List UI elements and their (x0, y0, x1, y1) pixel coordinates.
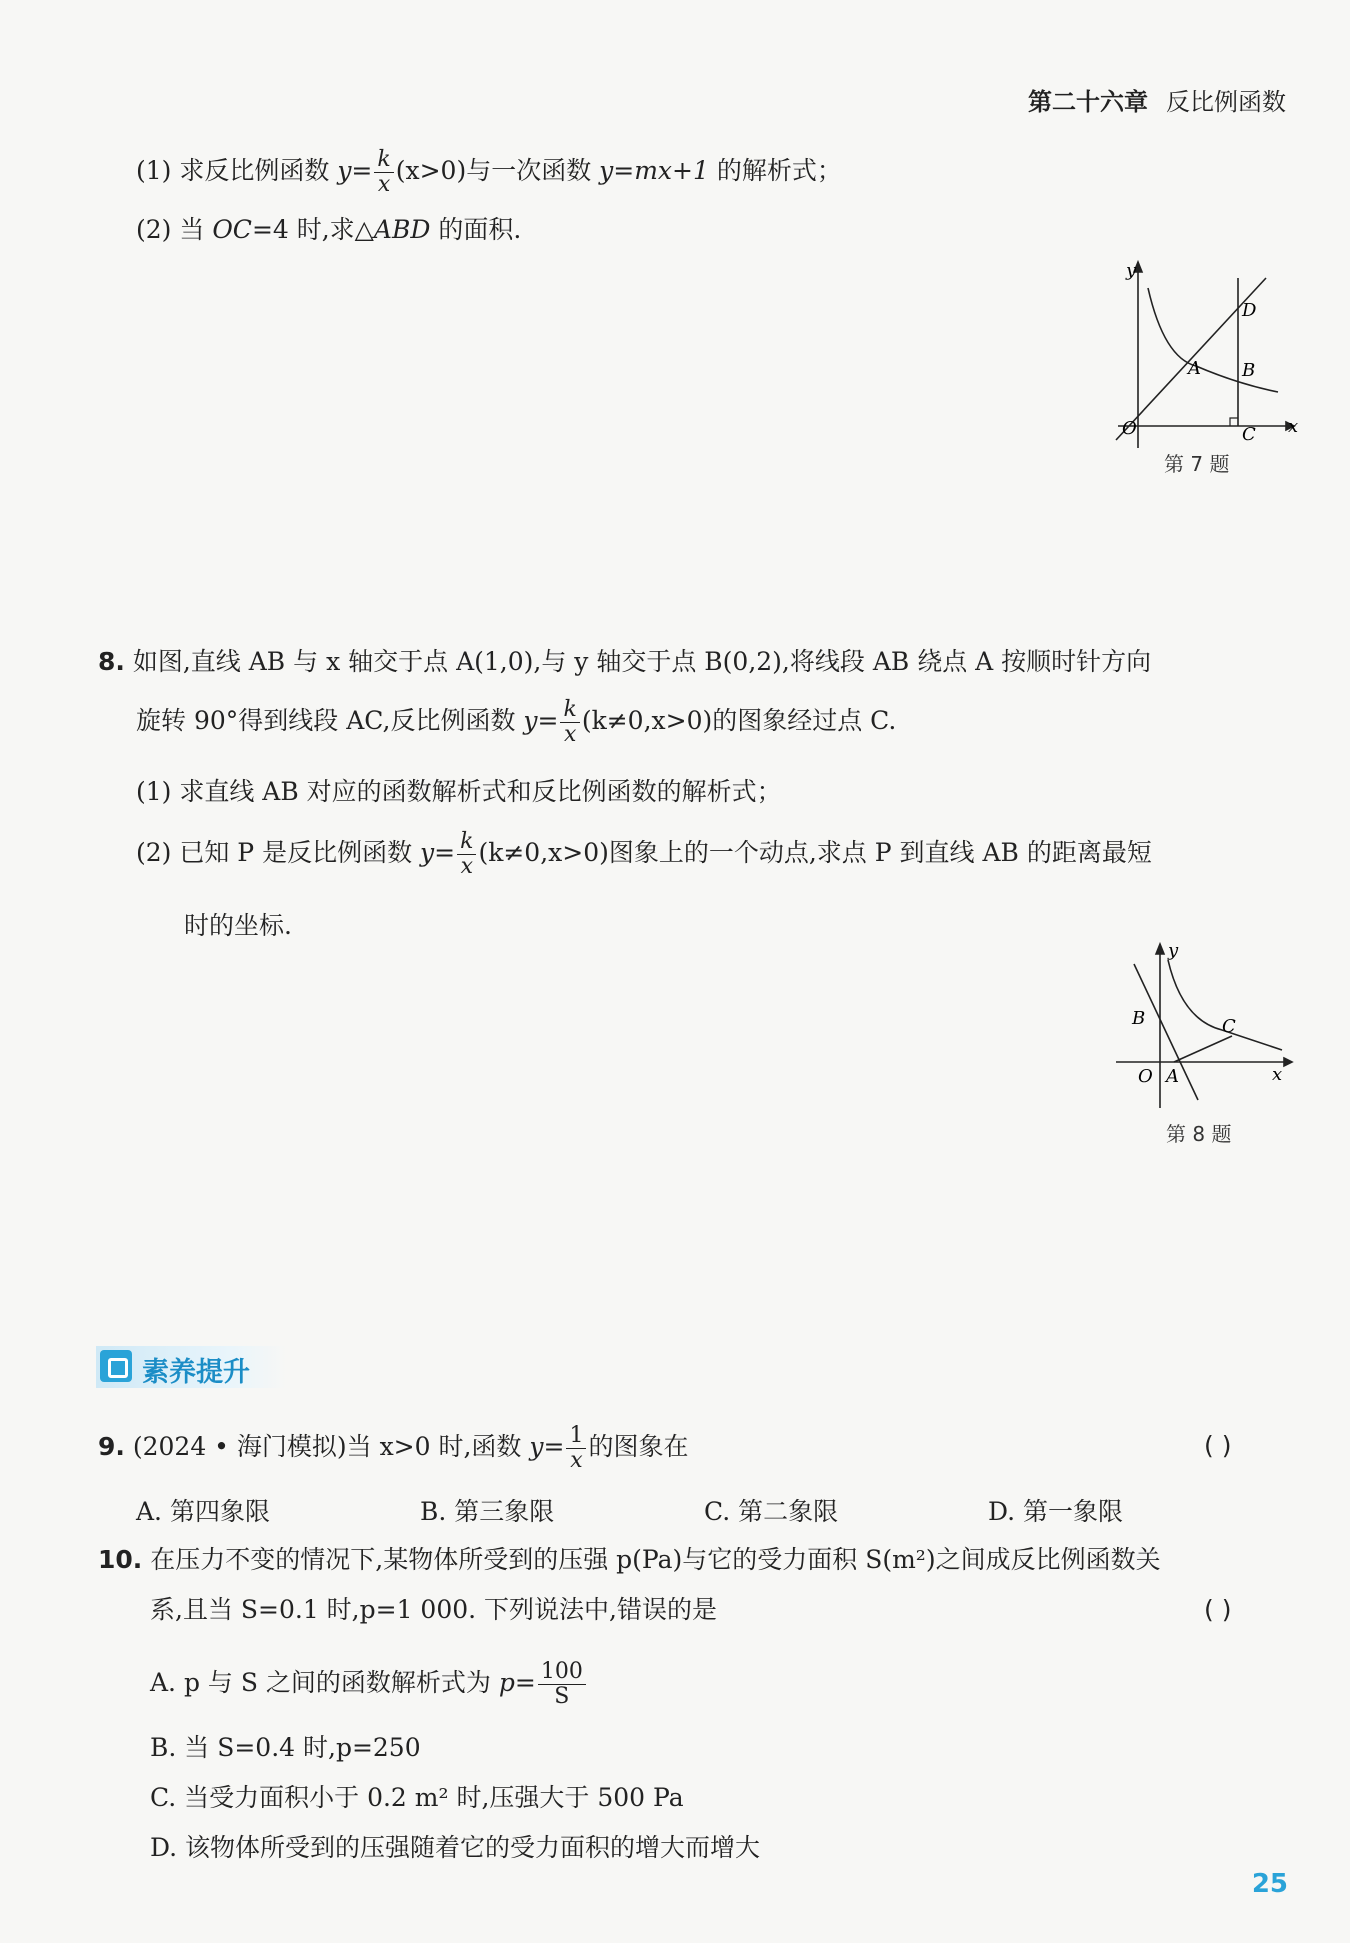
section-label: 素养提升 (142, 1357, 250, 1388)
q8-frac-num: k (560, 698, 579, 723)
q9-pre: (2024 • 海门模拟)当 x>0 时,函数 (132, 1432, 530, 1461)
q7-right-angle (1230, 418, 1238, 426)
q9-option-b: B. 第三象限 (420, 1497, 555, 1526)
q9-post: 的图象在 (588, 1432, 689, 1461)
q10-opta-num: 100 (538, 1660, 586, 1685)
q7-label-o: O (1122, 418, 1137, 439)
q9-option-c: C. 第二象限 (704, 1497, 839, 1526)
q8-label-x: x (1272, 1064, 1283, 1085)
q7-p2-mid: =4 时,求△ (251, 215, 374, 244)
q9-stem (98, 1424, 688, 1473)
q7-hyperbola (1148, 288, 1278, 392)
q7-p2-pre: (2) 当 (136, 215, 213, 244)
q10-option-d: D. 该物体所受到的压强随着它的受力面积的增大而增大 (150, 1833, 761, 1862)
q8-segment-ac (1174, 1036, 1232, 1062)
q10-line2: 系,且当 S=0.1 时,p=1 000. 下列说法中,错误的是 (150, 1595, 717, 1624)
q7-p1-cond: (x>0) (395, 156, 467, 185)
q9-option-a: A. 第四象限 (136, 1497, 270, 1526)
q8-p2-frac-den: x (460, 854, 473, 879)
q7-p1-expr: y=mx+1 (599, 156, 709, 185)
q8-yeq: y= (523, 706, 559, 735)
q8-fraction (560, 698, 579, 747)
q8-p2-fraction (457, 830, 476, 879)
q7-frac-den: x (377, 172, 391, 197)
q8-label-a: A (1166, 1066, 1179, 1087)
q8-label-b: B (1132, 1008, 1146, 1029)
q8-label-o: O (1138, 1066, 1153, 1087)
q8-y-arrow (1156, 944, 1164, 954)
q8-part2 (136, 830, 1152, 879)
q7-p2-tail: 的面积. (430, 215, 522, 244)
q10-opta-peq: p= (498, 1668, 536, 1697)
q7-p2-abd: ABD (373, 215, 431, 244)
q7-label-a: A (1188, 358, 1201, 379)
q7-label-x: x (1288, 416, 1299, 437)
q8-line2-pre: 旋转 90°得到线段 AC,反比例函数 (136, 706, 524, 735)
chapter-label: 第二十六章 (1028, 88, 1148, 116)
page-number: 25 (1251, 1869, 1288, 1899)
q9-option-d: D. 第一象限 (988, 1497, 1124, 1526)
q7-p1-pre: (1) 求反比例函数 (136, 156, 338, 185)
q8-part2-line2: 时的坐标. (184, 911, 292, 940)
section-header (96, 1346, 286, 1388)
q7-fraction (374, 148, 393, 197)
q8-line2 (136, 698, 896, 747)
q7-p1-post: 与一次函数 (466, 156, 600, 185)
q10-opta-den: S (554, 1684, 570, 1709)
q8-line2-post: (k≠0,x>0)的图象经过点 C. (581, 706, 897, 735)
q9-frac-num: 1 (566, 1424, 586, 1449)
q10-line1-text: 在压力不变的情况下,某物体所受到的压强 p(Pa)与它的受力面积 S(m²)之间成反比例函数关 (150, 1545, 1161, 1574)
q7-frac-num: k (374, 148, 393, 173)
section-icon (100, 1350, 132, 1382)
q7-label-y: y (1126, 260, 1137, 281)
q10-option-a (150, 1660, 588, 1709)
q7-figure (1108, 258, 1304, 448)
q7-label-d: D (1242, 300, 1257, 321)
q8-caption: 第 8 题 (1166, 1122, 1232, 1146)
q7-caption: 第 7 题 (1164, 452, 1230, 476)
q9-frac-den: x (570, 1448, 583, 1473)
q10-answer-bracket[interactable]: ( ) (1204, 1595, 1232, 1624)
q10-option-c: C. 当受力面积小于 0.2 m² 时,压强大于 500 Pa (150, 1783, 684, 1812)
q7-part2 (136, 214, 521, 246)
chapter-title: 反比例函数 (1166, 88, 1286, 116)
q8-label-c: C (1222, 1016, 1236, 1037)
q8-p2-yeq: y= (420, 838, 456, 867)
q8-frac-den: x (563, 722, 577, 747)
q8-line1-text: 如图,直线 AB 与 x 轴交于点 A(1,0),与 y 轴交于点 B(0,2),将线段 AB 绕点 A 按顺时针方向 (132, 647, 1152, 676)
q8-figure (1112, 940, 1298, 1112)
q7-p1-yeq: y= (337, 156, 373, 185)
q9-yeq: y= (529, 1432, 565, 1461)
q10-opta-fraction (538, 1660, 586, 1709)
q7-p2-oc: OC (212, 215, 252, 244)
q10-option-b: B. 当 S=0.4 时,p=250 (150, 1733, 421, 1762)
q10-number: 10. (98, 1545, 143, 1574)
q8-part1: (1) 求直线 AB 对应的函数解析式和反比例函数的解析式； (136, 777, 782, 806)
q8-number: 8. (98, 647, 125, 676)
q8-p2-frac-num: k (457, 830, 476, 855)
q9-fraction (566, 1424, 586, 1473)
q7-part1 (136, 148, 842, 197)
q7-label-b: B (1242, 360, 1256, 381)
q8-p2-pre: (2) 已知 P 是反比例函数 (136, 838, 421, 867)
q8-label-y: y (1168, 940, 1179, 961)
q8-x-arrow (1284, 1058, 1292, 1066)
q9-number: 9. (98, 1432, 125, 1461)
q9-answer-bracket[interactable]: ( ) (1204, 1431, 1232, 1460)
q10-opta-pre: A. p 与 S 之间的函数解析式为 (150, 1668, 499, 1697)
q10-line1 (98, 1544, 1161, 1576)
page-header (1028, 82, 1286, 117)
q8-line1 (98, 646, 1151, 678)
q7-p1-tail: 的解析式； (708, 156, 842, 185)
q7-label-c: C (1242, 424, 1256, 445)
q8-p2-post: (k≠0,x>0)图象上的一个动点,求点 P 到直线 AB 的距离最短 (478, 838, 1152, 867)
